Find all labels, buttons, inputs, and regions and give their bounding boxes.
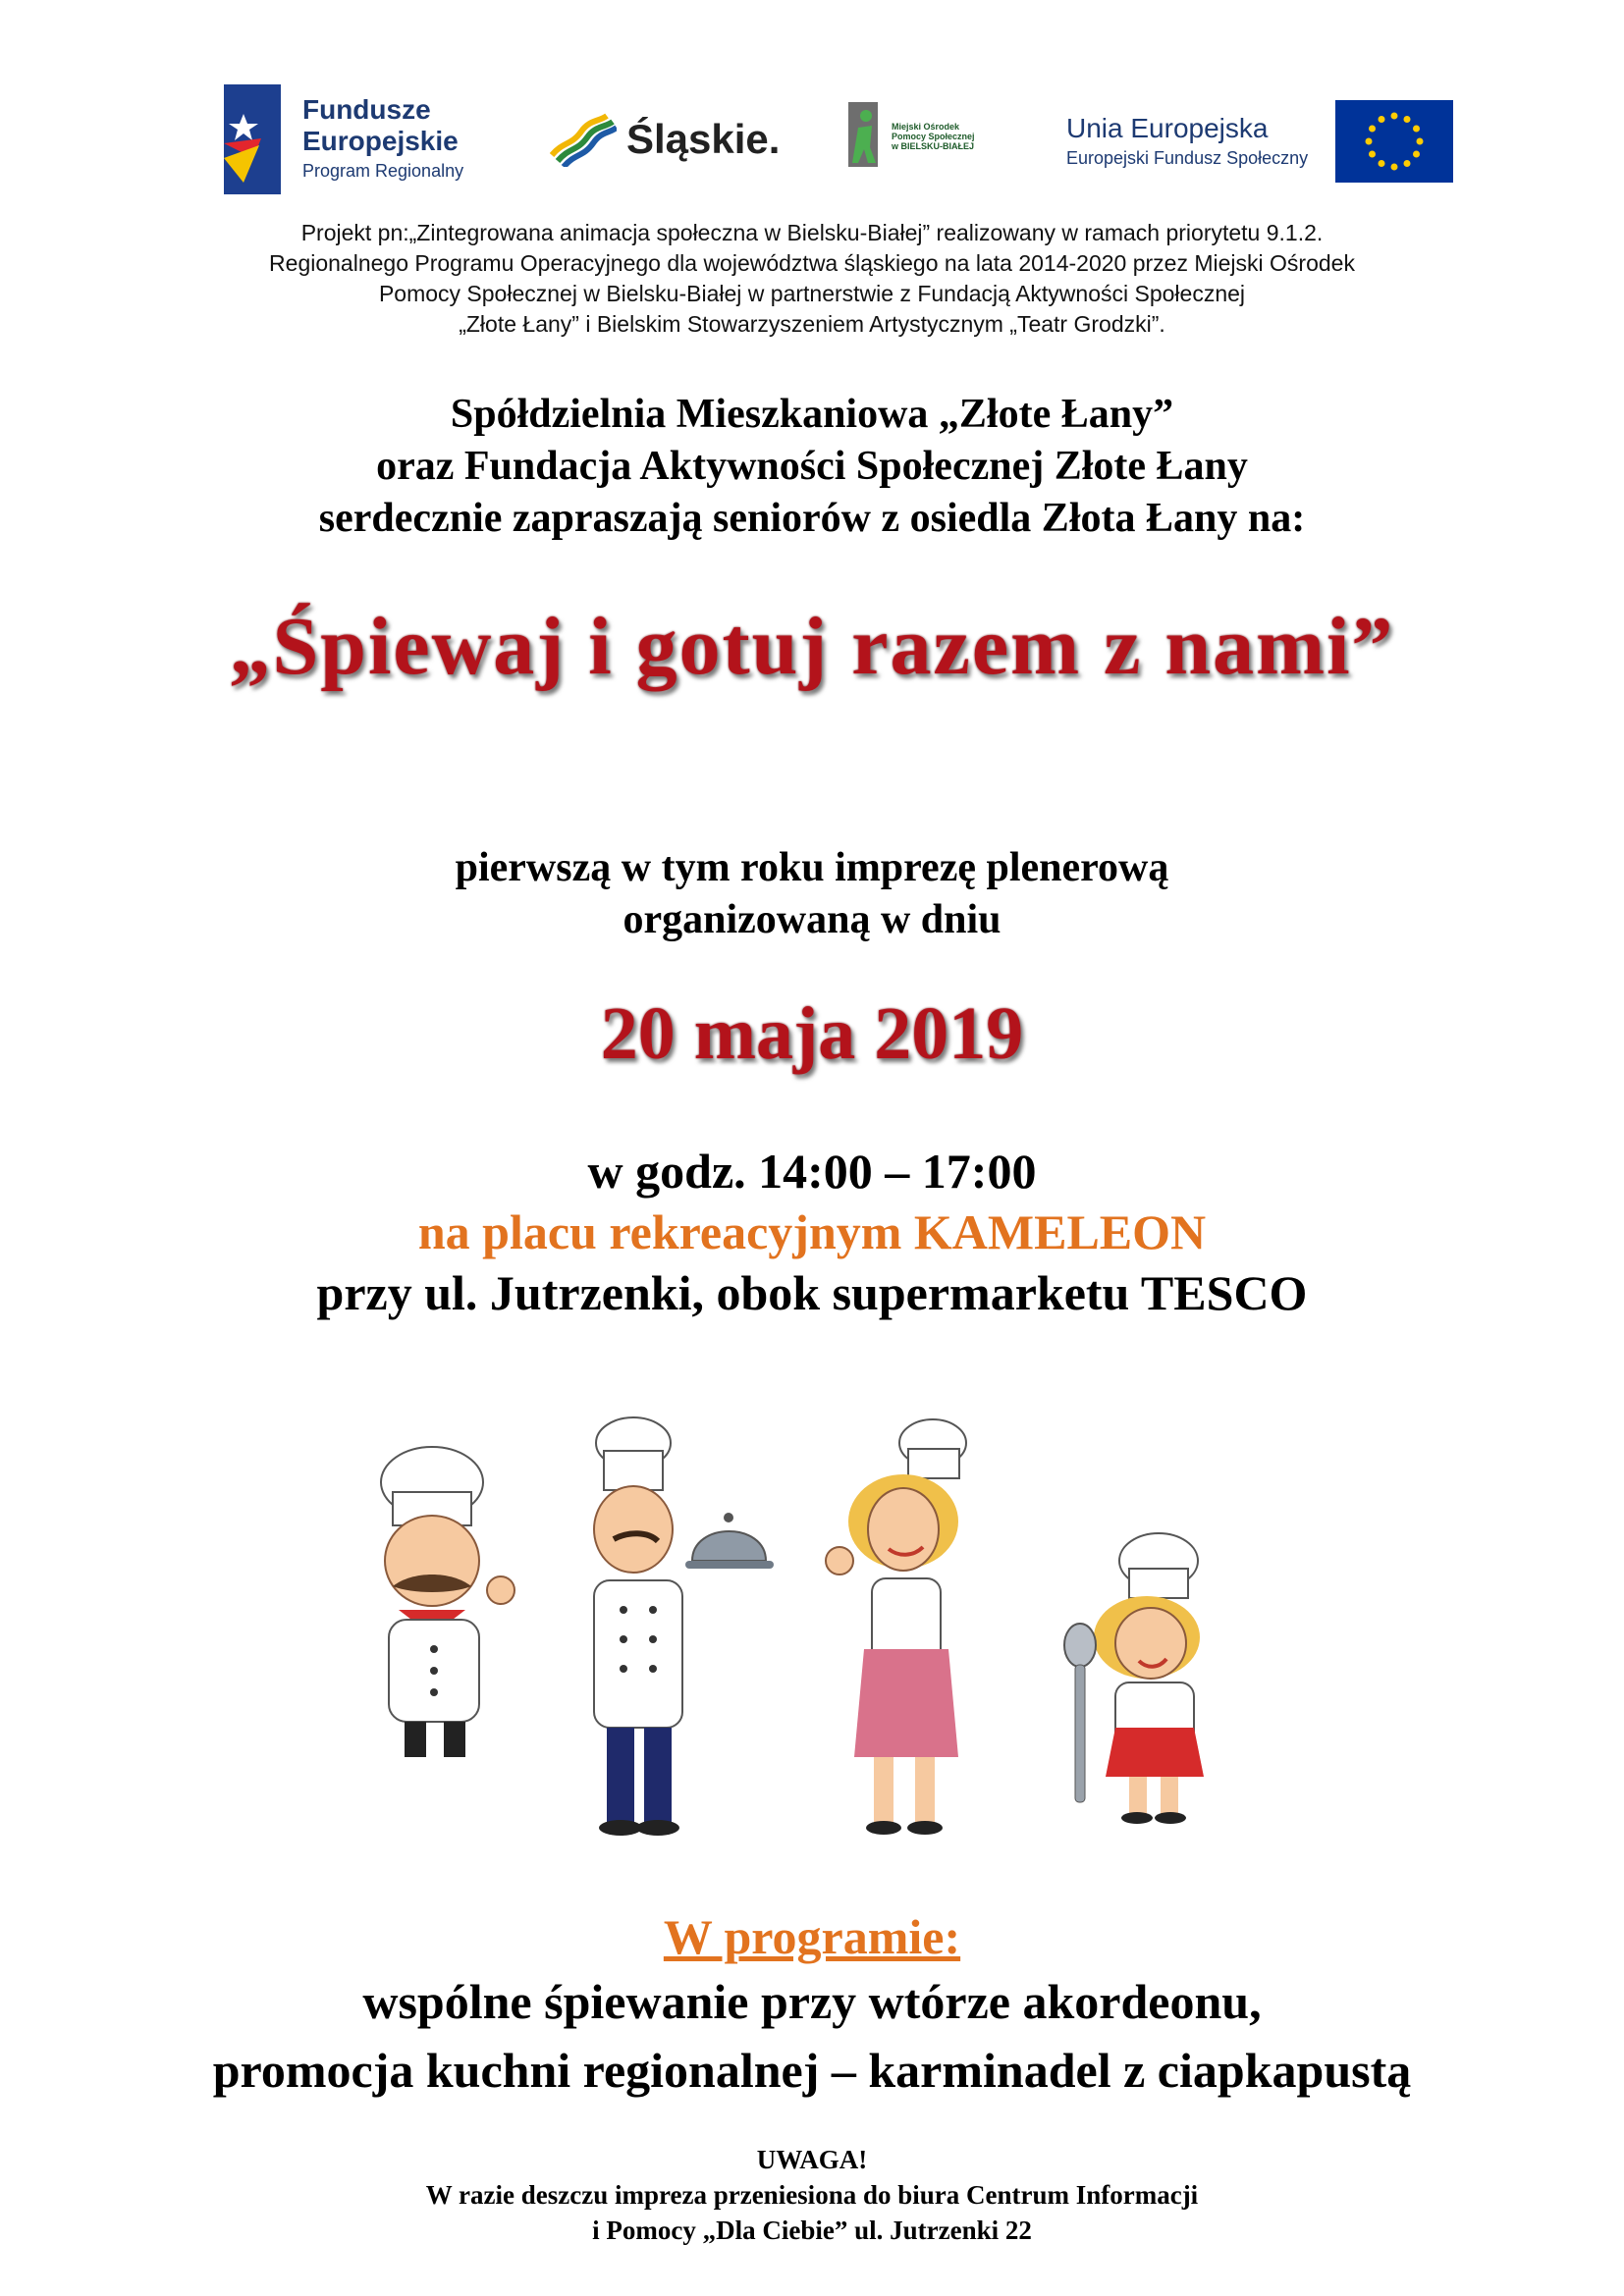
- program-heading: W programie:: [663, 1909, 961, 1964]
- slaskie-waves-icon: [550, 112, 617, 167]
- unia-europejska-logo: [1066, 100, 1459, 188]
- event-time: w godz. 14:00 – 17:00: [587, 1144, 1037, 1199]
- rain-note: [0, 2142, 1624, 2248]
- program-item: wspólne śpiewanie przy wtórze akordeonu,: [362, 1974, 1262, 2029]
- mustache-chef-icon: [381, 1447, 514, 1757]
- project-line: Pomocy Społecznej w Bielsku-Białej w partnerstwie z Fundacją Aktywności Społecznej: [378, 281, 1246, 306]
- program-item: promocja kuchni regionalnej – karminadel z ciapkapustą: [212, 2043, 1412, 2098]
- fe-line-3: Program Regionalny: [302, 161, 464, 181]
- inviter-line: Spółdzielnia Mieszkaniowa „Złote Łany”: [450, 392, 1174, 437]
- event-date: 20 maja 2019: [600, 992, 1024, 1075]
- event-intro: [0, 842, 1624, 946]
- fe-line-2: Europejskie: [302, 126, 459, 156]
- fe-flag-icon: [224, 84, 281, 194]
- ue-line-2: Europejski Fundusz Społeczny: [1066, 148, 1309, 168]
- fundusze-europejskie-logo: [224, 80, 489, 198]
- slaskie-logo: [550, 106, 781, 175]
- project-line: Regionalnego Programu Operacyjnego dla województwa śląskiego na lata 2014-2020 przez Miejski Ośrodek: [269, 250, 1355, 276]
- cloche-chef-icon: [594, 1417, 774, 1836]
- event-place: na placu rekreacyjnym KAMELEON: [417, 1204, 1207, 1259]
- note-line: W razie deszczu impreza przeniesiona do biura Centrum Informacji: [425, 2180, 1199, 2210]
- mops-line-3: w BIELSKU-BIAŁEJ: [892, 141, 975, 151]
- event-title: „Śpiewaj i gotuj razem z nami”: [229, 601, 1395, 692]
- woman-chef-icon: [826, 1419, 966, 1835]
- mops-figure-icon: [848, 102, 878, 167]
- project-line: Projekt pn:„Zintegrowana animacja społeczna w Bielsku-Białej” realizowany w ramach priorytetu 9.1.2.: [300, 220, 1324, 245]
- girl-chef-icon: [1064, 1533, 1204, 1824]
- ue-line-1: Unia Europejska: [1066, 113, 1269, 143]
- intro-line: organizowaną w dniu: [623, 897, 1001, 942]
- chefs-illustration: [353, 1414, 1316, 1845]
- inviters-text: [0, 389, 1624, 545]
- program-list: [0, 1967, 1624, 2105]
- note-line: UWAGA!: [756, 2145, 868, 2174]
- note-line: i Pomocy „Dla Ciebie” ul. Jutrzenki 22: [592, 2216, 1032, 2245]
- inviter-line: oraz Fundacja Aktywności Społecznej Złote Łany: [376, 444, 1248, 489]
- inviter-line: serdecznie zapraszają seniorów z osiedla Złota Łany na:: [318, 496, 1306, 541]
- project-description: [0, 218, 1624, 340]
- project-line: „Złote Łany” i Bielskim Stowarzyszeniem Artystycznym „Teatr Grodzki”.: [459, 311, 1165, 337]
- eu-flag-icon: [1335, 100, 1453, 183]
- fe-line-1: Fundusze: [302, 94, 431, 125]
- intro-line: pierwszą w tym roku imprezę plenerową: [455, 845, 1169, 890]
- event-street: przy ul. Jutrzenki, obok supermarketu TESCO: [316, 1265, 1308, 1320]
- slaskie-name: Śląskie.: [626, 116, 781, 162]
- mops-line-2: Pomocy Społecznej: [892, 132, 975, 141]
- mops-logo: [848, 102, 996, 171]
- mops-line-1: Miejski Ośrodek: [892, 122, 960, 132]
